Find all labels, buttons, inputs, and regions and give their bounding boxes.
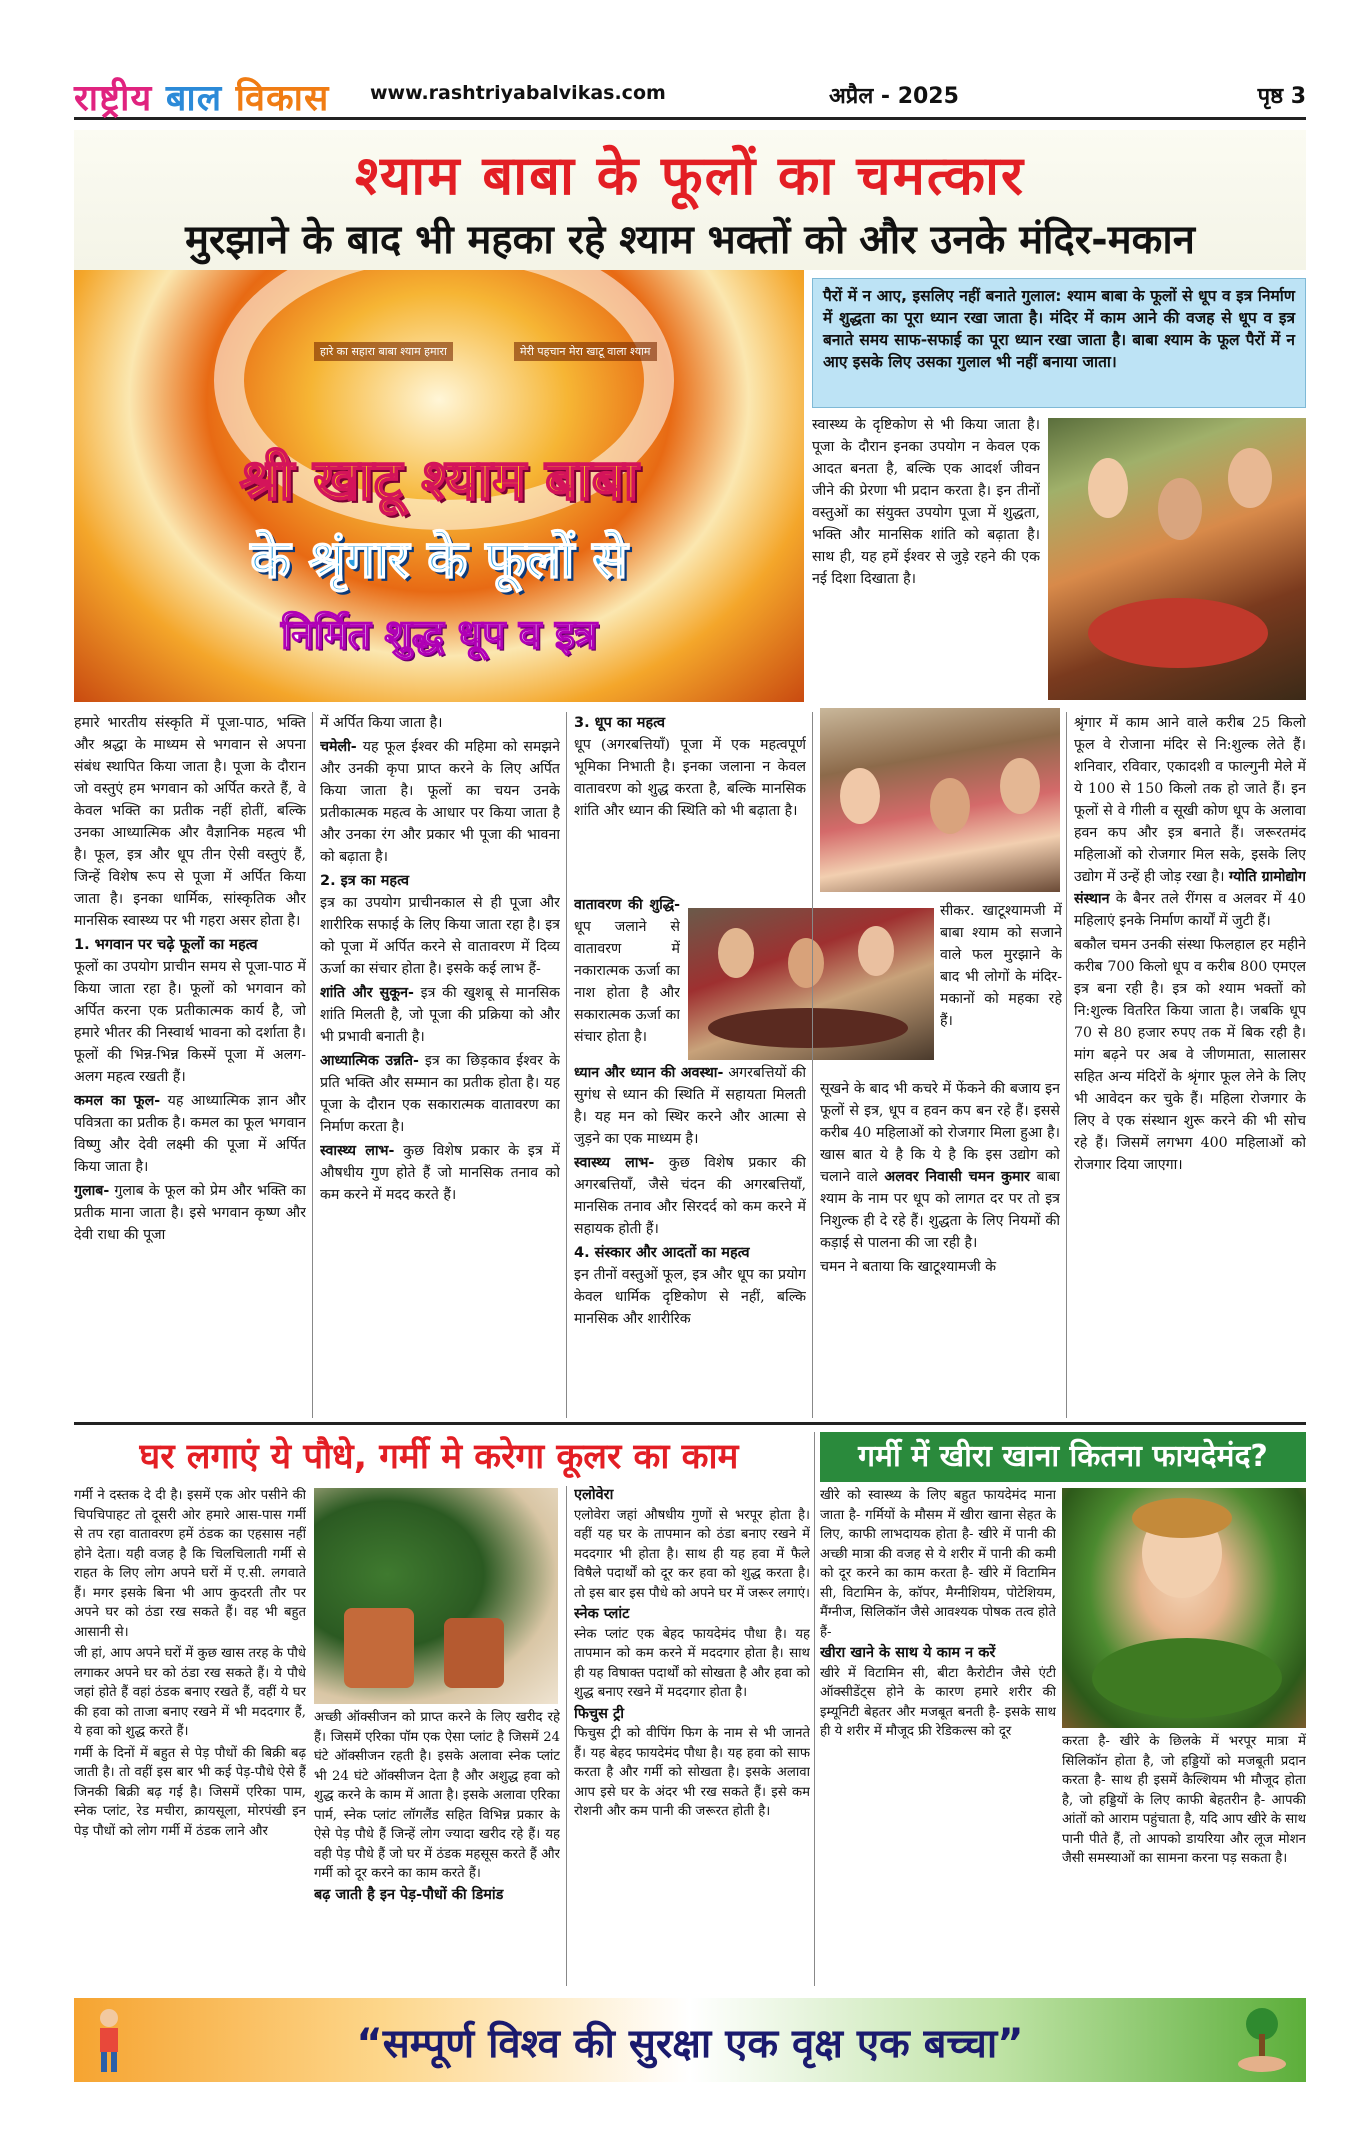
girl-with-cucumbers-photo [1062, 1488, 1306, 1728]
section-heading: 3. धूप का महत्व [574, 715, 666, 731]
paragraph: अच्छी ऑक्सीजन को प्राप्त करने के लिए खरीद रहे हैं। जिसमें एरिका पॉम एक ऐसा प्लांट है जिसमें 24 घंटे ऑक्सीजन रहती है। इसके अलावा स्नेक प्लांट भी 24 घंटे ऑक्सीजन देता है और अशुद्ध हवा को शुद्ध करने के काम में आता है। इसके अलावा एरिका पार्म, स्नेक प्लांट लॉगलैंड सहित विभिन्न प्रकार के ऐसे पेड़ पौधे हैं जिन्हें लोग ज्यादा खरीद रहे हैं। यह वही पेड़ पौधे हैं जो घर में ठंडक महसूस करते हैं और गर्मी को दूर करने का काम करते हैं। [314, 1710, 560, 1881]
article1-column-5 [1074, 712, 1306, 1418]
paragraph: हमारे भारतीय संस्कृति में पूजा-पाठ, भक्ति और श्रद्धा के माध्यम से भगवान से अपना संबंध स्थापित किया जाता है। पूजा के दौरान जो वस्तुएं हम भगवान को अर्पित करते हैं, वे केवल भक्ति का प्रतीक नहीं होतीं, बल्कि उनका आध्यात्मिक और वैज्ञानिक महत्व भी है। फूल, इत्र और धूप तीन ऐसी वस्तुएं हैं, जिन्हें विशेष रूप से पूजा में अर्पित किया जाता है। इनका धार्मिक, सांस्कृतिक और मानसिक स्वास्थ्य पर भी गहरा असर होता है। [74, 715, 306, 929]
paragraph [574, 1062, 806, 1150]
footer-banner [74, 1998, 1306, 2082]
article2-column-2 [314, 1708, 560, 1986]
paragraph-text: के बैनर तले रींगस व अलवर में 40 महिलाएं इनके निर्माण कार्यों में जुटी हैं। [1074, 891, 1306, 929]
paragraph-text: बाबा श्याम के नाम पर धूप को लागत दर पर तो इत्र निशुल्क ही दे रहे हैं। शुद्धता के लिए नियमों की कड़ाई से पालना की जा रही है। [820, 1169, 1060, 1251]
section-divider [74, 1422, 1306, 1425]
plants-article-heading: घर लगाएं ये पौधे, गर्मी मे करेगा कूलर का काम [139, 1437, 739, 1477]
term-label: ध्यान और ध्यान की अवस्था- [574, 1065, 724, 1081]
hero-title-line-3: निर्मित शुद्ध धूप व इत्र [281, 612, 597, 658]
column-divider [812, 712, 813, 1418]
article3-column-2 [1062, 1732, 1306, 1986]
person-name: अलवर निवासी चमन कुमार [884, 1169, 1030, 1185]
paragraph: एलोवेरा जहां औषधीय गुणों से भरपूर होता है। वहीं यह घर के तापमान को ठंडा बनाए रखने में मददगार भी होता है। साथ ही यह हवा में फैले विषैले पदार्थों को दूर कर हवा को शुद्ध करता है। तो इस बार इस पौधे को अपने घर में जरूर लगाएं। [574, 1507, 810, 1601]
issue-date: अप्रैल - 2025 [829, 84, 959, 109]
column-divider [312, 712, 313, 1418]
article1-column-top-right [812, 414, 1040, 696]
paragraph: इन तीनों वस्तुओं फूल, इत्र और धूप का प्रयोग केवल धार्मिक दृष्टिकोण से नहीं, बल्कि मानसिक और शारीरिक [574, 1267, 806, 1327]
paragraph [74, 1180, 306, 1246]
paragraph [820, 1078, 1060, 1254]
term-text: कुछ विशेष प्रकार की अगरबत्तियाँ, जैसे चंदन की अगरबत्तियाँ, मानसिक तनाव और सिरदर्द को कम करने में सहायक होती हैं। [574, 1155, 806, 1237]
paragraph: फूलों का उपयोग प्राचीन समय से पूजा-पाठ में किया जाता रहा है। फूलों को भगवान को अर्पित करना एक प्रतीकात्मक कार्य है, जो हमारे भीतर की निस्वार्थ भावना को दर्शाता है। फूलों की भिन्न-भिन्न किस्में पूजा में अलग- अलग महत्व रखती हैं। [74, 959, 306, 1085]
paragraph: गर्मी के दिनों में बहुत से पेड़ पौधों की बिक्री बढ़ जाती है। तो वहीं इस बार भी कई पेड़-पौधे ऐसे हैं जिनकी बिक्री बढ़ गई है। जिसमें एरिका पाम, स्नेक प्लांट, रेड मचीरा, क्रायसूला, मोरपंखी इन पेड़ पौधों को लोग गर्मी में ठंडक लाने और [74, 1745, 306, 1839]
paragraph: करता है- खीरे के छिलके में भरपूर मात्रा में सिलिकॉन होता है, जो हड्डियों को मजबूती प्रदान करता है- साथ ही इसमें कैल्शियम भी मौजूद होता है, जो हड्डियों के लिए काफी बेहतरीन है- आपकी आंतों को आराम पहुंचाता है, यदि आप खीरे के साथ पानी पीते हैं, तो आपको डायरिया और लूज मोशन जैसी समस्याओं का सामना करना पड़ सकता है। [1062, 1734, 1306, 1866]
paragraph: जी हां, आप अपने घरों में कुछ खास तरह के पौधे लगाकर अपने घर को ठंडा रख सकते हैं। ये पौधे जहां होते हैं वहां ठंडक बनाए रखते हैं, वहीं ये घर की हवा को ताजा बनाए रखने में भी मददगार हैं, ये हवा को शुद्ध करते हैं। [74, 1646, 306, 1739]
paragraph [574, 894, 680, 1048]
paragraph-text: श्रृंगार में काम आने वाले करीब 25 किलो फूल वे रोजाना मंदिर से नि:शुल्क लेते हैं। शनिवार, रविवार, एकादशी व फाल्गुनी मेले में ये 100 से 150 किलो तक हो जाते हैं। इन फूलों से वे गीली व सूखी कोण धूप के अलावा हवन कप और इत्र बनाते हैं। जरूरतमंद महिलाओं को रोजगार मिल सके, इसके लिए उद्योग में उन्हें ही जोड़ रखा है। [1074, 715, 1306, 885]
logo-word-2: बाल [152, 78, 236, 119]
term-label: स्वास्थ्य लाभ- [574, 1155, 655, 1171]
paragraph [574, 1152, 806, 1240]
term-label: कमल का फूल- [74, 1093, 161, 1109]
masthead [74, 70, 1306, 120]
article2-column-3 [574, 1486, 810, 1986]
paragraph [320, 1140, 560, 1206]
main-headline: श्याम बाबा के फूलों का चमत्कार [354, 144, 1026, 207]
term-label: शांति और सुकून- [320, 985, 414, 1001]
paragraph [320, 736, 560, 868]
hero-title-line-1: श्री खाटू श्याम बाबा [239, 448, 639, 513]
organization-name: ग्योति ग्रामोद्योग संस्थान [1074, 869, 1306, 907]
paragraph: स्वास्थ्य के दृष्टिकोण से भी किया जाता है। पूजा के दौरान इनका उपयोग न केवल एक आदत बनता है, बल्कि एक आदर्श जीवन जीने की प्रेरणा भी प्रदान करता है। इन तीनों वस्तुओं का संयुक्त उपयोग पूजा में शुद्धता, भक्ति और मानसिक शांति को बढ़ाता है। साथ ही, यह हमें ईश्वर से जुड़े रहने की एक नई दिशा दिखाता है। [812, 417, 1040, 587]
article1-column-1 [74, 712, 306, 1418]
callout-box: पैरों में न आए, इसलिए नहीं बनाते गुलाल: श्याम बाबा के फूलों से धूप व इत्र निर्माण में शुद्धता का पूरा ध्यान रखा जाता है। मंदिर में काम आने की वजह से धूप व इत्र बनाते समय साफ-सफाई का पूरा ध्यान रखा जाता है। बाबा श्याम के फूल पैरों में न आए इसके लिए उसका गुलाल भी नहीं बनाया जाता। [812, 278, 1306, 408]
paragraph: में अर्पित किया जाता है। [320, 715, 443, 731]
website-link[interactable]: www.rashtriyabalvikas.com [370, 82, 666, 104]
hero-banner-left: हारे का सहारा बाबा श्याम हमारा [314, 342, 453, 361]
article3-column-1 [820, 1486, 1056, 1986]
term-label: स्वास्थ्य लाभ- [320, 1143, 395, 1159]
column-divider [566, 712, 567, 1418]
paragraph [320, 982, 560, 1048]
section-heading: फिचुस ट्री [574, 1705, 625, 1722]
paragraph: गर्मी ने दस्तक दे दी है। इसमें एक ओर पसीने की चिपचिपाहट तो दूसरी ओर हमारे आस-पास गर्मी से तप रहा वातावरण हमें ठंडक का एहसास नहीं होने देता। यही वजह है कि चिलचिलाती गर्मी से राहत के लिए लोग अपने घरों में ए.सी. लगवाते हैं। मगर इसके बिना भी आप कुदरती तौर पर अपने घर को ठंडा रख सकते हैं। वह भी बहुत आसानी से। [74, 1488, 306, 1640]
term-label: गुलाब- [74, 1183, 110, 1199]
women-making-dhoop-photo [688, 908, 934, 1060]
term-label: आध्यात्मिक उन्नति- [320, 1053, 419, 1069]
paragraph: बकौल चमन उनकी संस्था फिलहाल हर महीने करीब 700 किलो धूप व करीब 800 एमएल इत्र बना रही है। इत्र को श्याम भक्तों को नि:शुल्क वितरित किया जाता है। जबकि धूप 70 से 80 हजार रुपए तक में बिक रही है। मांग बढ़ने पर अब वे जीणमाता, सालासर सहित अन्य मंदिरों के श्रृंगार फूल लेने के लिए भी आवेदन कर चुके हैं। महिला रोजगार के लिए वे एक संस्थान शुरू करने की भी सोच रहे हैं। जिसमें लगभग 400 महिलाओं को रोजगार दिया जाएगा। [1074, 937, 1306, 1173]
article2-column-1 [74, 1486, 306, 1986]
term-label: वातावरण की शुद्धि- [574, 897, 680, 913]
column-divider [814, 1432, 815, 1986]
column-divider [566, 1486, 567, 1986]
footer-slogan: “सम्पूर्ण विश्व की सुरक्षा एक वृक्ष एक बच्चा” [356, 2021, 1024, 2067]
paragraph: खीरे में विटामिन सी, बीटा कैरोटीन जैसे एंटी ऑक्सीडेंट्स होने के कारण हमारे शरीर की इम्यूनिटी बेहतर और मजबूत बनती है- इसके साथ ही ये शरीर में मौजूद फ्री रेडिकल्स को दूर [820, 1665, 1056, 1739]
term-text: इत्र का छिड़काव ईश्वर के प्रति भक्ति और सम्मान का प्रतीक होता है। यह पूजा के दौरान एक सकारात्मक वातावरण का निर्माण करता है। [320, 1053, 560, 1135]
paragraph: फिचुस ट्री को वीपिंग फिग के नाम से भी जानते हैं। यह बेहद फायदेमंद पौधा है। यह हवा को साफ करता है और गर्मी को सोखता है। इसके अलावा आप इसे घर के अंदर भी रख सकते हैं। इसे कम रोशनी और कम पानी की जरूरत होती है। [574, 1726, 810, 1819]
paragraph: चमन ने बताया कि खाटूश्यामजी के [820, 1259, 997, 1275]
paragraph: स्नेक प्लांट एक बेहद फायदेमंद पौधा है। यह तापमान को कम करने में मददगार होता है। साथ ही यह विषाक्त पदार्थों को सोखता है और हवा को शुद्ध बनाए रखने में मददगार होता है। [574, 1626, 810, 1700]
article1-column-3-bottom [574, 1062, 806, 1418]
hero-flower-image [74, 270, 804, 702]
paragraph [1074, 712, 1306, 932]
section-heading: एलोवेरा [574, 1487, 614, 1503]
article1-column-2 [320, 712, 560, 1418]
term-text: यह आध्यात्मिक ज्ञान और पवित्रता का प्रतीक है। कमल का फूल भगवान विष्णु और देवी लक्ष्मी की पूजा में अर्पित किया जाता है। [74, 1093, 306, 1175]
article1-column-4-side [940, 900, 1062, 1072]
headline-area [74, 130, 1306, 270]
column-divider [1066, 712, 1067, 1418]
dhoop-packing-photo [820, 708, 1060, 892]
paragraph: धूप (अगरबत्तियाँ) पूजा में एक महत्वपूर्ण भूमिका निभाती है। इनका जलाना न केवल वातावरण को शुद्ध करता है, बल्कि मानसिक शांति और ध्यान की स्थिति को भी बढ़ाता है। [574, 737, 806, 819]
term-text: इत्र की खुशबू से मानसिक शांति मिलती है, जो पूजा की प्रक्रिया को और भी प्रभावी बनाती है। [320, 985, 560, 1045]
section-heading: स्नेक प्लांट [574, 1606, 630, 1622]
article1-column-3-side [574, 894, 680, 1062]
term-text: गुलाब के फूल को प्रेम और भक्ति का प्रतीक माना जाता है। इसे भगवान कृष्ण और देवी राधा की पूजा [74, 1183, 306, 1243]
sub-headline: मुरझाने के बाद भी महका रहे श्याम भक्तों को और उनके मंदिर-मकान [185, 217, 1195, 263]
section-heading: खीरा खाने के साथ ये काम न करें [820, 1645, 996, 1661]
paragraph [74, 1090, 306, 1178]
article1-column-4 [820, 1078, 1060, 1418]
indoor-plants-photo [314, 1488, 558, 1704]
cucumber-article-heading: गर्मी में खीरा खाना कितना फायदेमंद? [820, 1432, 1306, 1482]
term-text: अगरबत्तियों की सुगंध से ध्यान की स्थिति में सहायता मिलती है। यह मन को स्थिर करने और आत्मा से जुड़ने का एक माध्यम है। [574, 1065, 806, 1147]
article1-column-3-top [574, 712, 806, 892]
logo-word-1: राष्ट्रीय [74, 78, 153, 119]
paragraph: इत्र का उपयोग प्राचीनकाल से ही पूजा और शारीरिक सफाई के लिए किया जाता रहा है। इत्र को पूजा में अर्पित करने से वातावरण में दिव्य ऊर्जा का संचार होता है। इसके कई लाभ हैं- [320, 895, 560, 977]
paragraph [320, 1050, 560, 1138]
logo-word-3: विकास [235, 78, 330, 119]
term-text: यह फूल ईश्वर की महिमा को समझने और उनकी कृपा प्राप्त करने के लिए अर्पित किया जाता है। फूलों का चयन उनके प्रतीकात्मक महत्व के आधार पर किया जाता है और उनका रंग और प्रकार भी पूजा की भावना को बढ़ाता है। [320, 739, 560, 865]
paragraph-text: सूखने के बाद भी कचरे में फेंकने की बजाय इन फूलों से इत्र, धूप व हवन कप बन रहे हैं। इससे करीब 40 महिलाओं को रोजगार मिला हुआ है। खास बात ये है कि ये है कि इस उद्योग को चलाने वाले [820, 1081, 1060, 1185]
section-heading: 4. संस्कार और आदतों का महत्व [574, 1245, 750, 1261]
paragraph: सीकर. खाटूश्यामजी में बाबा श्याम को सजाने वाले फल मुरझाने के बाद भी लोगों के मंदिर-मकानों को महका रहे हैं। [940, 903, 1062, 1029]
term-text: कुछ विशेष प्रकार के इत्र में औषधीय गुण होते हैं जो मानसिक तनाव को कम करने में मदद करते हैं। [320, 1143, 560, 1203]
section-heading: 2. इत्र का महत्व [320, 873, 410, 889]
section-heading: बढ़ जाती है इन पेड़-पौधों की डिमांड [314, 1886, 504, 1903]
hero-banner-right: मेरी पहचान मेरा खाटू वाला श्याम [514, 342, 657, 361]
page-number: पृष्ठ 3 [1257, 84, 1306, 109]
term-text: धूप जलाने से वातावरण में नकारात्मक ऊर्जा का नाश होता है और सकारात्मक ऊर्जा का संचार होता है। [574, 919, 680, 1045]
women-workers-photo [1048, 418, 1306, 700]
paragraph: खीरे को स्वास्थ्य के लिए बहुत फायदेमंद माना जाता है- गर्मियों के मौसम में खीरा खाना सेहत के लिए, काफी लाभदायक होता है- खीरे में पानी की अच्छी मात्रा की वजह से ये शरीर में पानी की कमी को दूर करने का काम करता है- खीरे में विटामिन सी, विटामिन के, कॉपर, मैग्नीशियम, पोटेशियम, मैंग्नीज, सिलिकॉन जैसे आवश्यक पोषक तत्व होते हैं- [820, 1488, 1056, 1640]
logo[interactable] [74, 72, 329, 121]
hero-title-line-2: के श्रृंगार के फूलों से [250, 530, 628, 590]
section-heading: 1. भगवान पर चढ़े फूलों का महत्व [74, 937, 258, 953]
term-label: चमेली- [320, 739, 357, 755]
tree-in-hand-icon [1232, 2004, 1292, 2076]
